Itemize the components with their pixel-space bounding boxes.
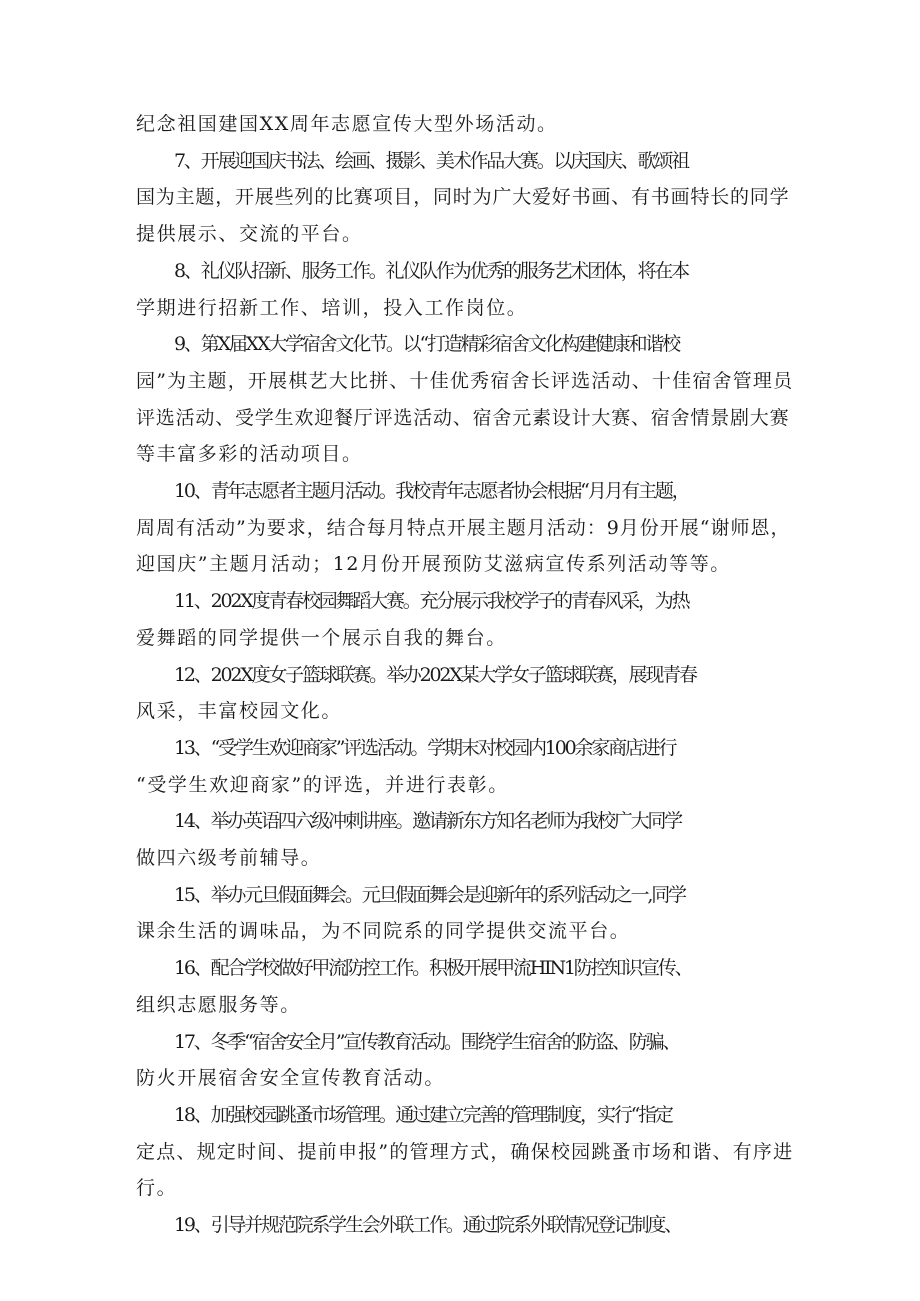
text-line: 周周有活动”为要求，结合每月特点开展主题月活动：9月份开展“谢师恩， <box>136 516 791 539</box>
text-line: 定点、规定时间、提前申报”的管理方式，确保校园跳蚤市场和谐、有序进 <box>136 1140 794 1163</box>
text-line: 提供展示、交流的平台。 <box>136 223 363 246</box>
paragraph-14 <box>136 803 792 876</box>
text-line: 8、礼仪队招新、服务工作。礼仪队作为优秀的服务艺术团体，将在本 <box>174 259 688 282</box>
paragraph-9 <box>136 326 792 473</box>
paragraph-18 <box>136 1097 792 1207</box>
text-line: 16、配合学校做好甲流防控工作。积极开展甲流HIN1防控知识宣传、 <box>174 957 692 980</box>
text-line: 评选活动、受学生欢迎餐厅评选活动、宿舍元素设计大赛、宿舍情景剧大赛 <box>136 406 790 429</box>
text-line: 做四六级考前辅导。 <box>136 847 322 870</box>
text-line: 18、加强校园跳蚤市场管理。通过建立完善的管理制度，实行“指定 <box>174 1103 672 1126</box>
paragraph-6-continuation <box>136 106 792 143</box>
paragraph-8 <box>136 253 792 326</box>
text-line: 组织志愿服务等。 <box>136 993 301 1016</box>
text-line: 10、青年志愿者主题月活动。我校青年志愿者协会根据“月月有主题， <box>174 480 689 503</box>
text-line: 行。 <box>136 1177 178 1200</box>
text-line: 19、引导并规范院系学生会外联工作。通过院系外联情况登记制度、 <box>174 1214 681 1237</box>
text-line: 9、第X届XX大学宿舍文化节。以“打造精彩宿舍文化构建健康和谐校 <box>174 333 679 356</box>
text-line: 学期进行招新工作、培训，投入工作岗位。 <box>136 296 528 319</box>
text-line: 7、开展迎国庆书法、绘画、摄影、美术作品大赛。以庆国庆、歌颂祖 <box>174 149 688 172</box>
text-line: 15、举办元旦假面舞会。元旦假面舞会是迎新年的系列活动之一,同学 <box>174 883 685 906</box>
document-body <box>136 106 792 1244</box>
paragraph-17 <box>136 1024 792 1097</box>
paragraph-19 <box>136 1207 792 1244</box>
text-line: “受学生欢迎商家”的评选，并进行表彰。 <box>136 773 509 796</box>
text-line: 防火开展宿舍安全宣传教育活动。 <box>136 1067 446 1090</box>
text-line: 14、举办英语四六级冲刺讲座。邀请新东方知名老师为我校广大同学 <box>174 810 681 833</box>
paragraph-7 <box>136 143 792 253</box>
paragraph-13 <box>136 730 792 803</box>
paragraph-10 <box>136 473 792 583</box>
text-line: 17、冬季“宿舍安全月”宣传教育活动。围绕学生宿舍的防盗、防骗、 <box>174 1030 680 1053</box>
text-line: 国为主题，开展些列的比赛项目，同时为广大爱好书画、有书画特长的同学 <box>136 186 790 209</box>
text-line: 等丰富多彩的活动项目。 <box>136 443 363 466</box>
paragraph-15 <box>136 877 792 950</box>
text-line: 13、“受学生欢迎商家”评选活动。学期末对校园内100余家商店进行 <box>174 736 676 759</box>
text-line: 园”为主题，开展棋艺大比拼、十佳优秀宿舍长评选活动、十佳宿舍管理员 <box>136 369 794 392</box>
paragraph-11 <box>136 583 792 656</box>
paragraph-16 <box>136 950 792 1023</box>
text-line: 迎国庆”主题月活动；12月份开展预防艾滋病宣传系列活动等等。 <box>136 553 731 576</box>
text-line: 爱舞蹈的同学提供一个展示自我的舞台。 <box>136 626 507 649</box>
text-line: 11、202X度青春校园舞蹈大赛。充分展示我校学子的青春风采，为热 <box>174 590 689 613</box>
paragraph-12 <box>136 657 792 730</box>
text-line: 风采，丰富校园文化。 <box>136 700 343 723</box>
text-line: 纪念祖国建国XX周年志愿宣传大型外场活动。 <box>136 113 558 135</box>
text-line: 12、202X度女子篮球联赛。举办202X某大学女子篮球联赛，展现青春 <box>174 663 696 686</box>
text-line: 课余生活的调味品，为不同院系的同学提供交流平台。 <box>136 920 631 943</box>
